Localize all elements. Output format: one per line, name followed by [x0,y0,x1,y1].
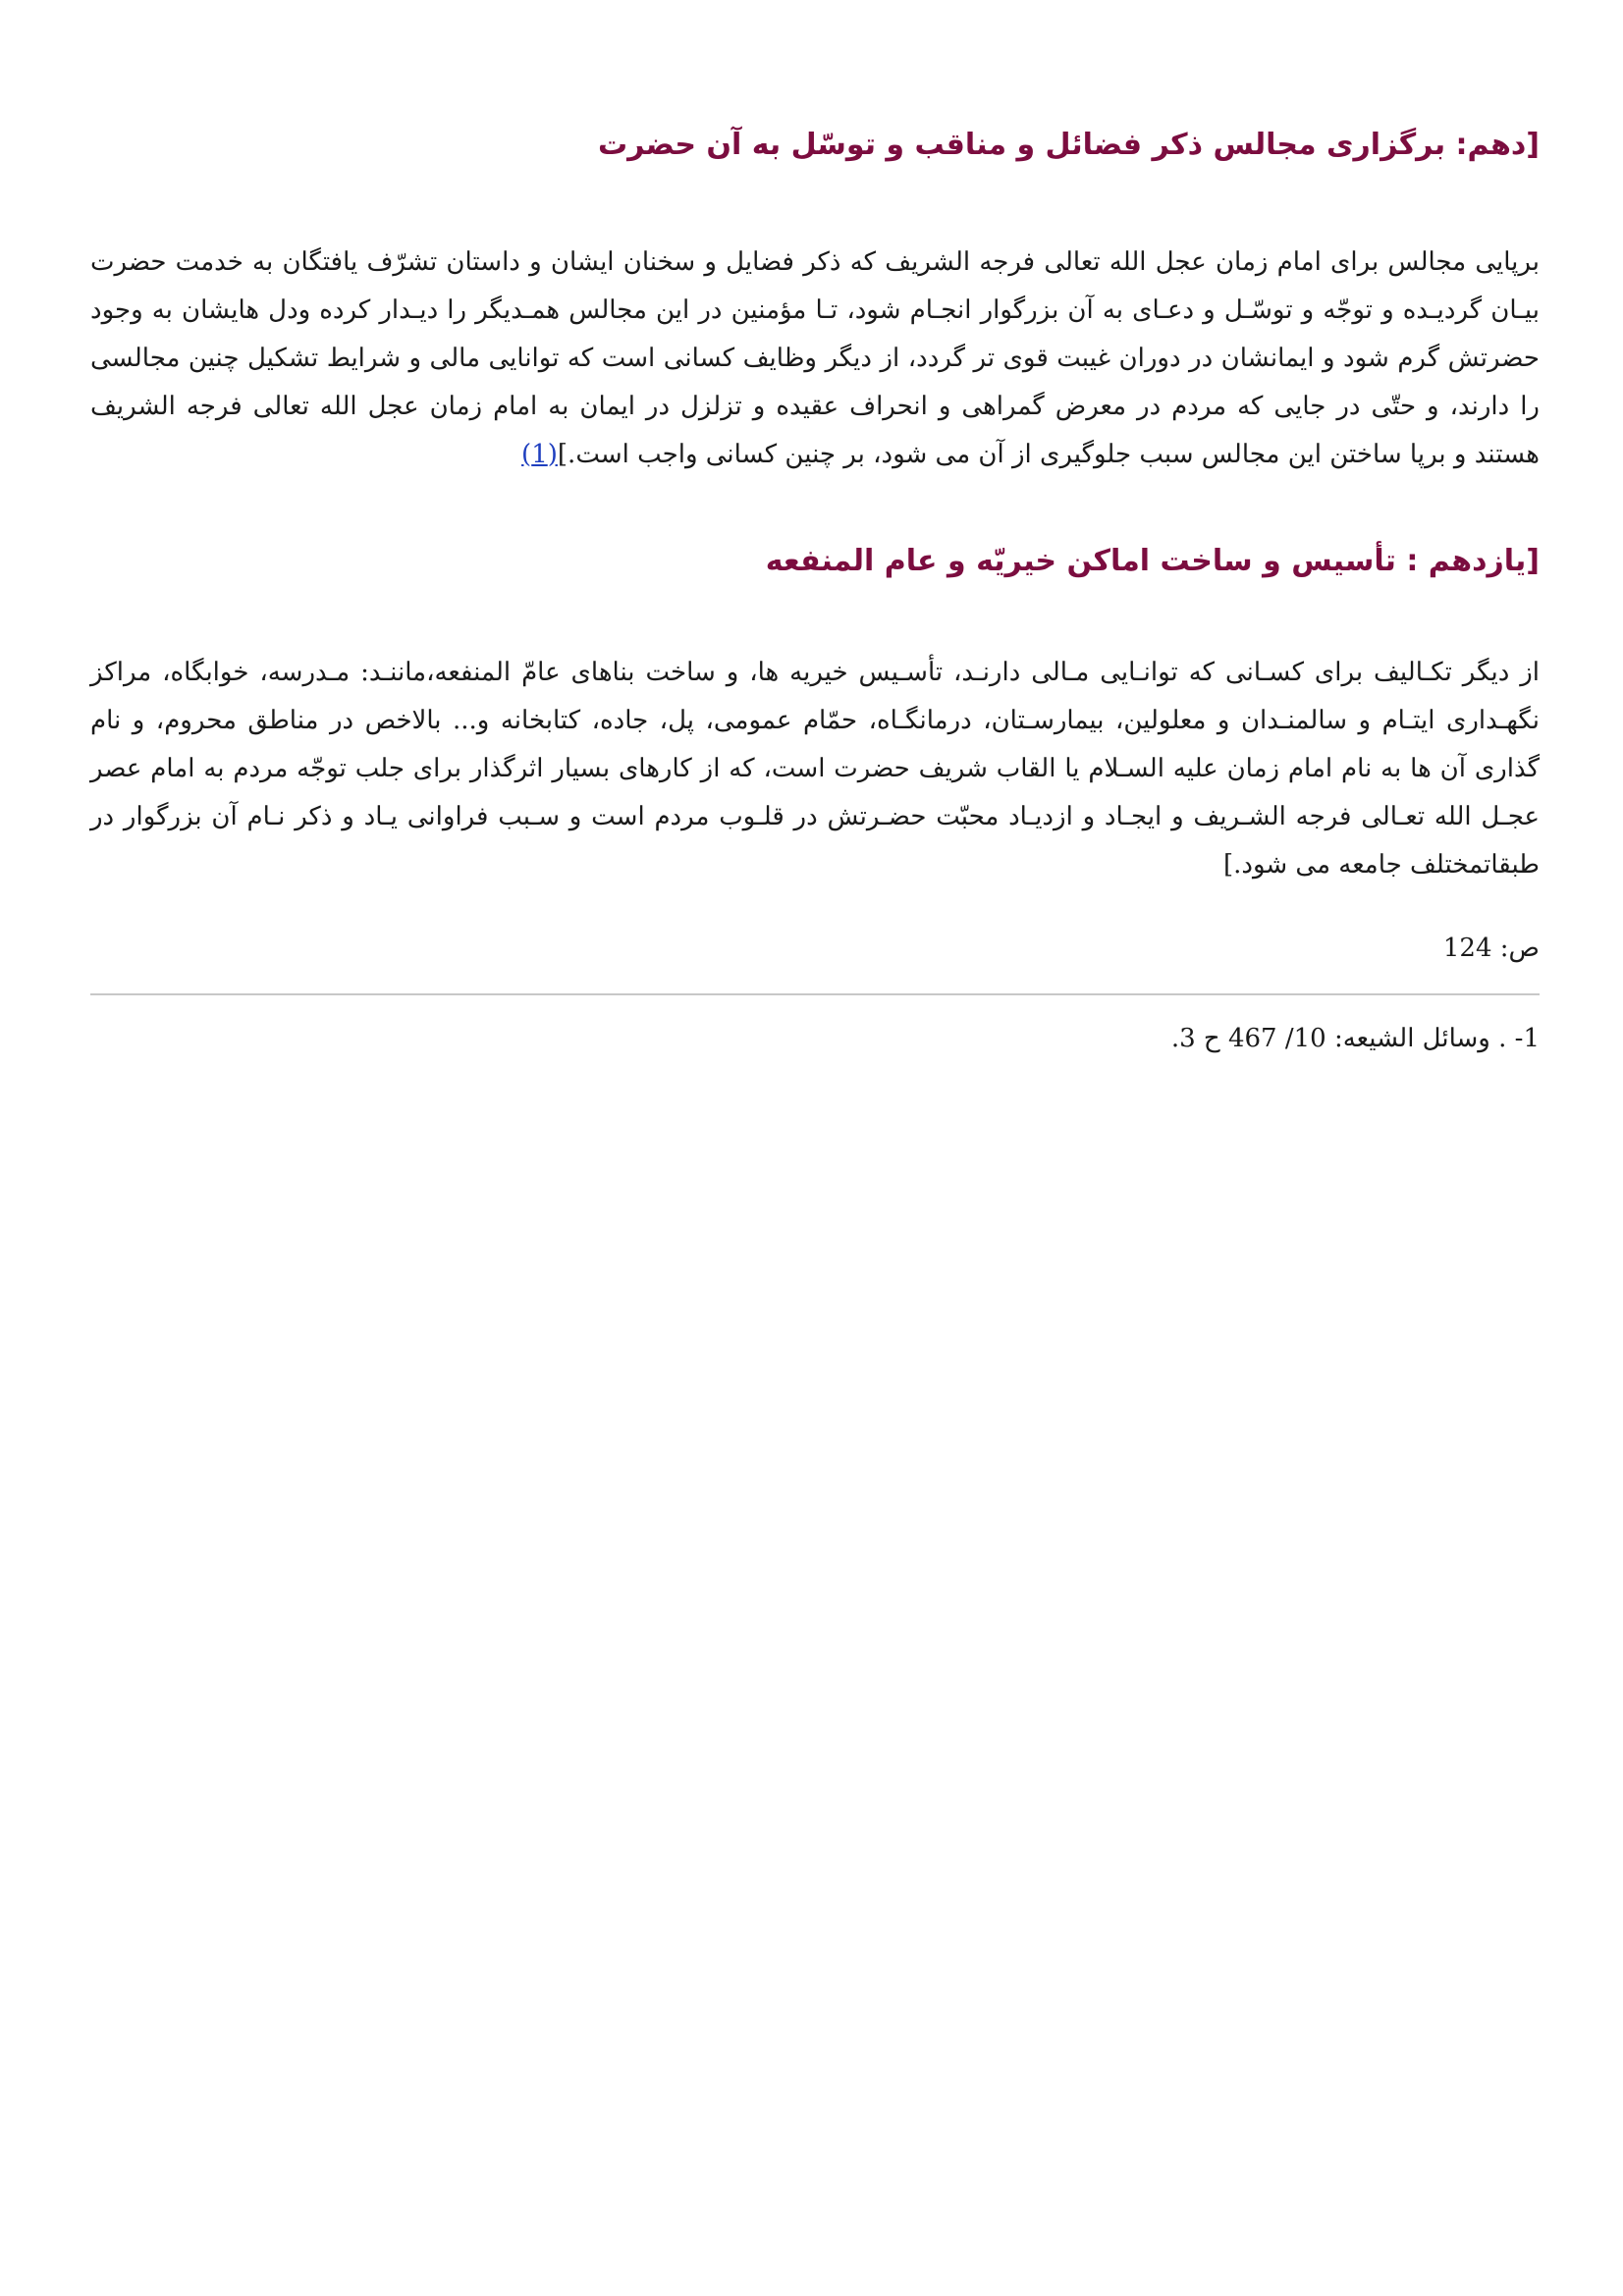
section-10-paragraph [90,239,1540,479]
footnote-1: 1- . وسائل الشیعه: 10/ 467 ح 3. [1170,1024,1540,1054]
footnote-1-link[interactable]: (1) [521,440,558,469]
section-10-heading: [دهم: برگزاری مجالس ذکر فضائل و مناقب و توسّل به آن حضرت [597,128,1540,162]
document-page [90,106,1540,1057]
section-11-paragraph: از دیگر تکـالیف برای کسـانی که توانـایی مـالی دارنـد، تأسـیس خیریه ها، و ساخت بناهای عامّ المنفعه،ماننـد: مـدرسه، خوابگاه، مراکز نگهـداری ایتـام و سالمنـدان و معلولین، بیمارسـتان، درمانگـاه، حمّام عمومی، پل، جاده، کتابخانه و... بالاخص در مناطق محروم، و نام گذاری آن ها به نام امام زمان علیه السـلام یا القاب شریف حضرت است، که از کارهای بسیار اثرگذار برای جلب توجّه مردم به امام عصر عجـل الله تعـالی فرجه الشـریف و ایجـاد و ازدیـاد محبّت حضـرتش در قلـوب مردم است و سـبب فراوانی یـاد و ذکر نـام آن بزرگوار در طبقاتمختلف جامعه می شود.] [90,658,1540,880]
page-number: ص: 124 [1442,934,1540,963]
footnote-divider [90,993,1540,995]
section-10-body: برپایی مجالس برای امام زمان عجل الله تعالی فرجه الشریف که ذکر فضایل و سخنان ایشان و داستان تشرّف یافتگان به خدمت حضرت بیـان گردیـده و توجّه و توسّـل و دعـای به آن بزرگوار انجـام شود، تـا مؤمنین در این مجالس همـدیگر را دیـدار کرده ودل هایشان به وجود حضرتش گرم شود و ایمانشان در دوران غیبت قوی تر گردد، از دیگر وظایف کسانی است که توانایی مالی و شرایط تشکیل چنین مجالسی را دارند، و حتّی در جایی که مردم در معرض گمراهی و انحراف عقیده و تزلزل در ایمان به امام زمان عجل الله تعالی فرجه الشریف هستند و برپا ساختن این مجالس سبب جلوگیری از آن می شود، بر چنین کسانی واجب است.] [90,247,1541,469]
section-11-heading: [یازدهم : تأسیس و ساخت اماکن خیریّه و عام المنفعه [765,544,1540,578]
